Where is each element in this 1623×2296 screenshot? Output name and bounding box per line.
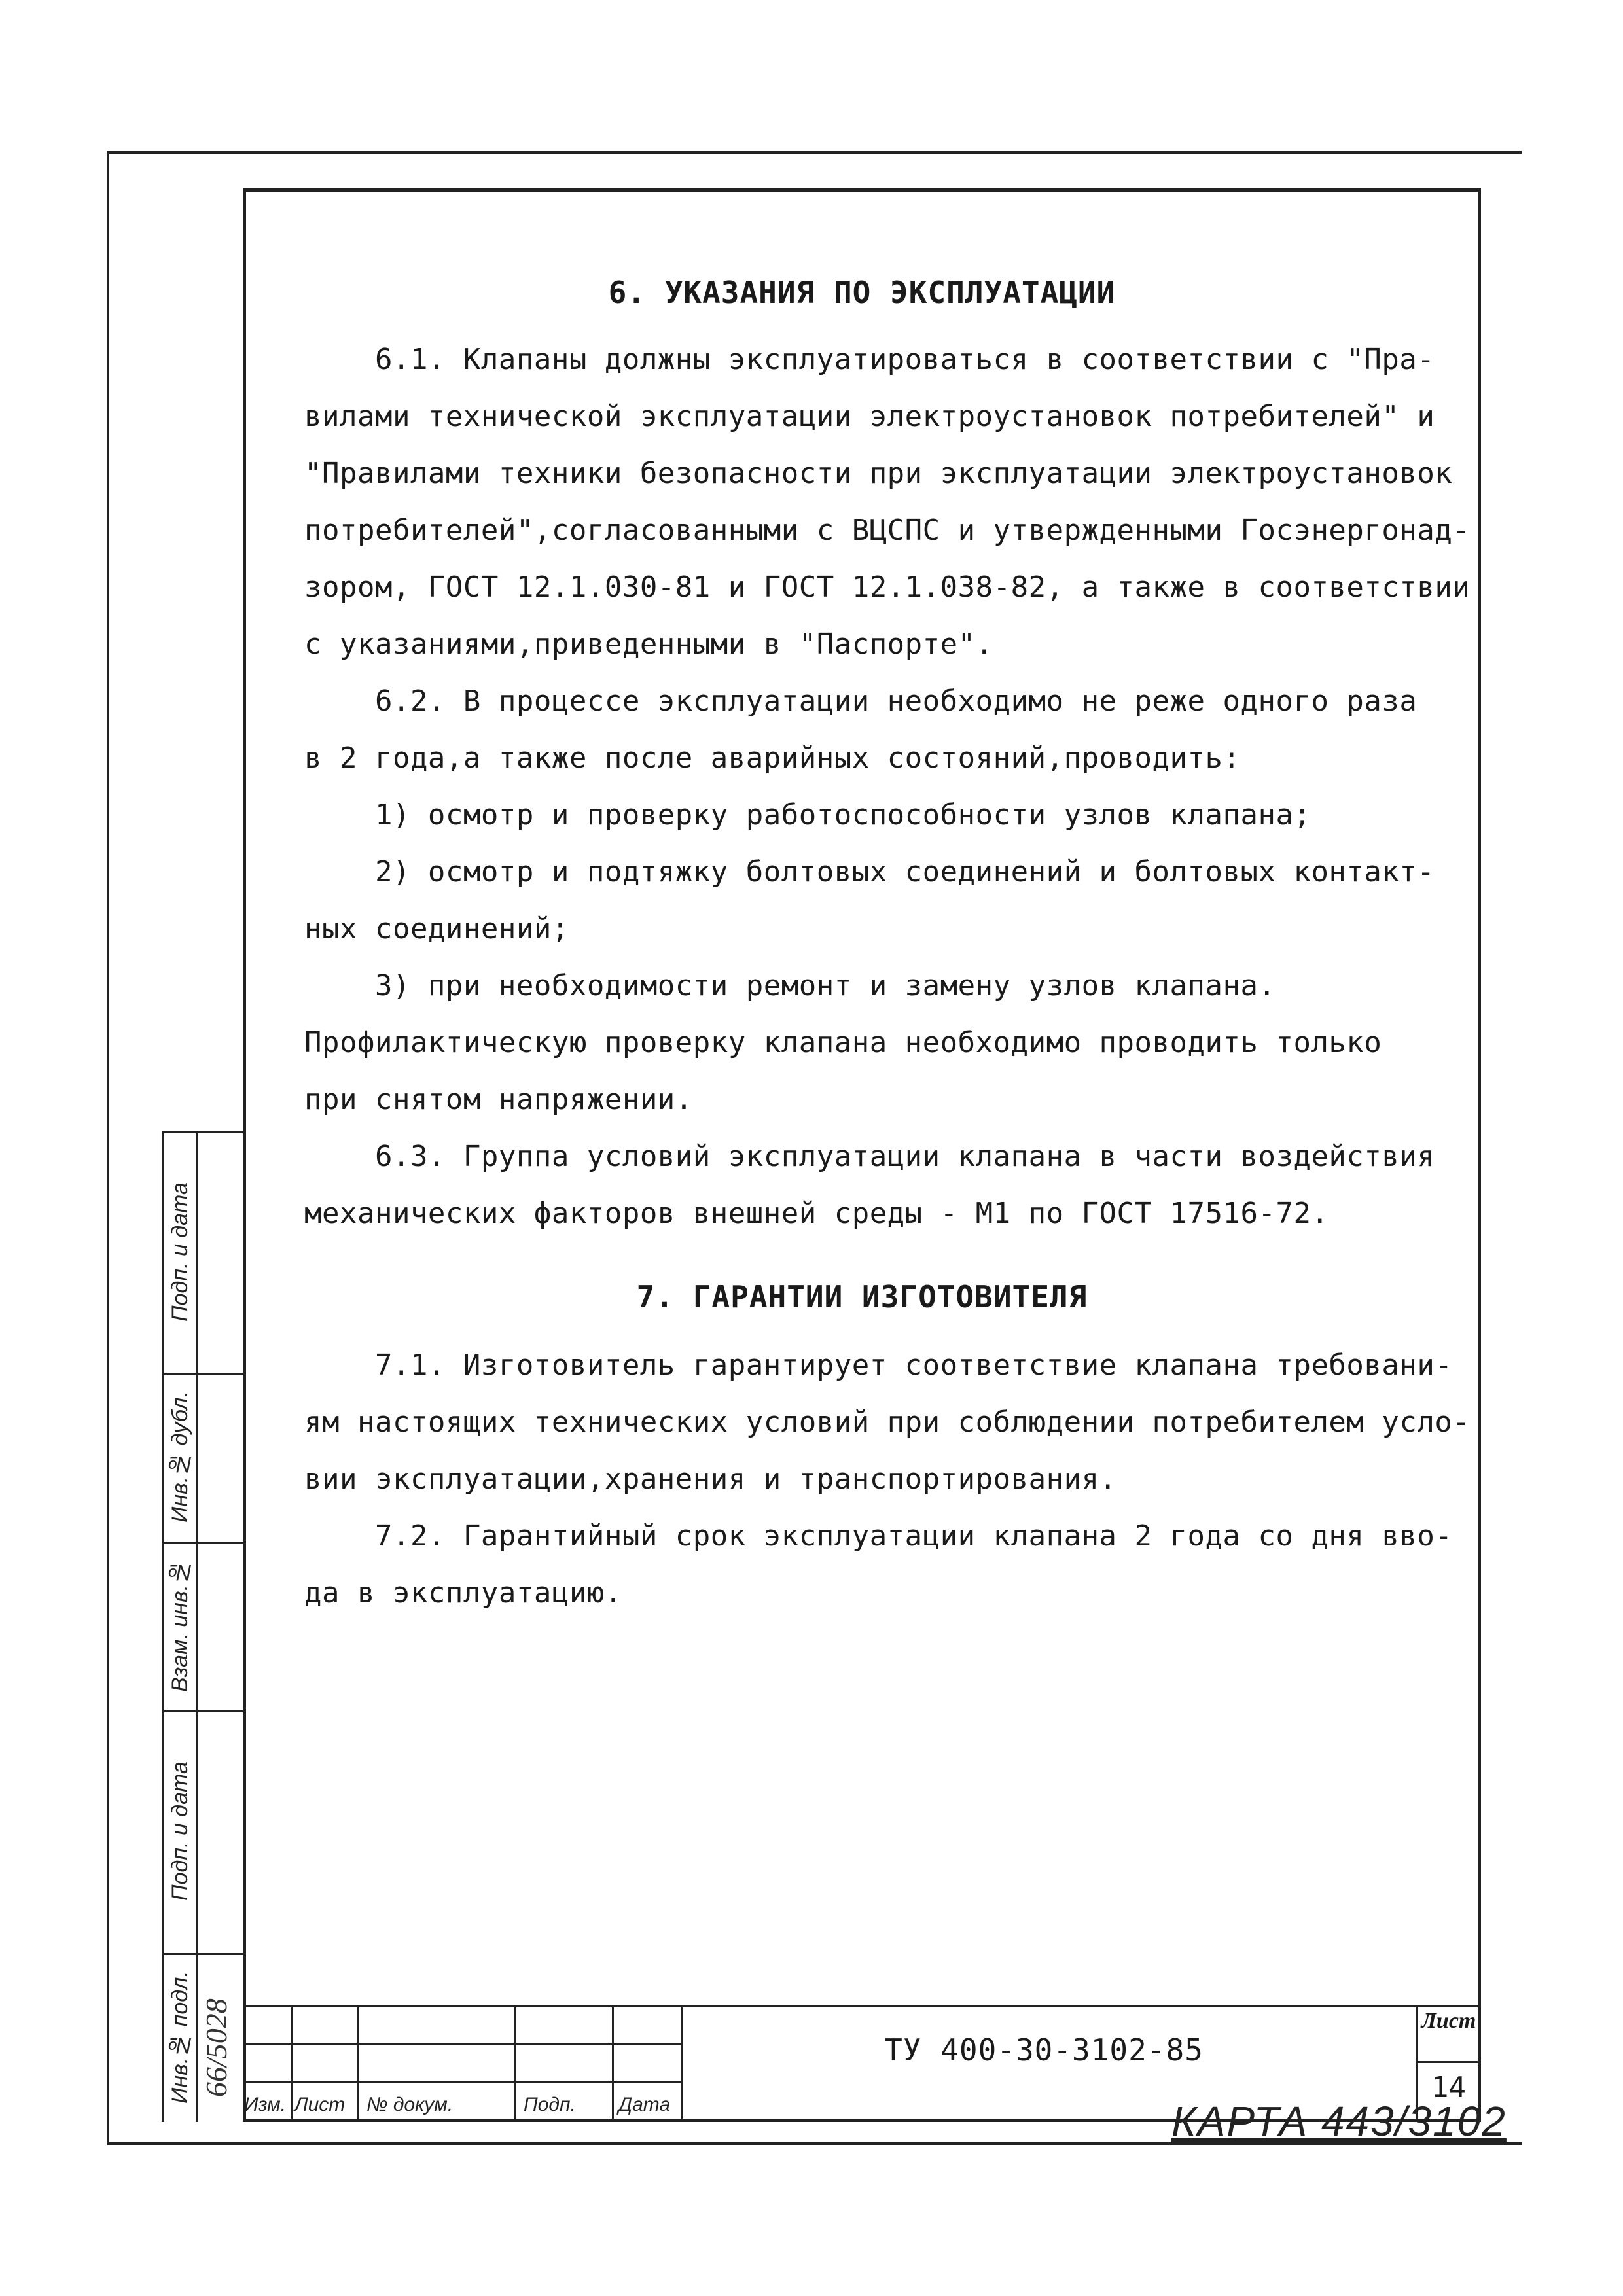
sheet-label: Лист [1421, 2009, 1476, 2033]
text-line: 6.3. Группа условий эксплуатации клапана в части воздействия [304, 1140, 1435, 1173]
side-label-podp-data-top: Подп. и дата [168, 1182, 192, 1322]
text-line: 6.2. В процессе эксплуатации необходимо не реже одного раза [304, 684, 1418, 718]
title-block-row-line [243, 2081, 681, 2083]
text-line: зором, ГОСТ 12.1.030-81 и ГОСТ 12.1.038-82, а также в соответствии [304, 571, 1471, 604]
handwritten-note: КАРТА 443/3102 [1171, 2098, 1507, 2145]
side-stamp-divider [196, 1131, 198, 2122]
title-col-podp: Подп. [524, 2094, 576, 2115]
section-7-heading: 7. ГАРАНТИИ ИЗГОТОВИТЕЛЯ [636, 1279, 1088, 1315]
text-line: "Правилами техники безопасности при эксплуатации электроустановок [304, 457, 1453, 490]
side-stamp-separator [162, 1953, 243, 1955]
text-line: 7.2. Гарантийный срок эксплуатации клапана 2 года со дня вво- [304, 1519, 1453, 1553]
side-label-inv-dubl: Инв.№ дубл. [168, 1391, 192, 1523]
side-stamp-separator [162, 1373, 243, 1375]
text-line: с указаниями,приведенными в "Паспорте". [304, 627, 993, 661]
side-stamp-separator [162, 1542, 243, 1544]
title-block-divider [357, 2005, 359, 2122]
text-line: ных соединений; [304, 912, 569, 945]
document-code: ТУ 400-30-3102-85 [884, 2032, 1204, 2068]
text-line: 2) осмотр и подтяжку болтовых соединений и болтовых контакт- [304, 855, 1435, 889]
title-col-izm: Изм. [244, 2094, 286, 2115]
text-line: вии эксплуатации,хранения и транспортирования. [304, 1462, 1117, 1496]
text-line: потребителей",согласованными с ВЦСПС и утвержденными Госэнергонад- [304, 514, 1471, 547]
side-label-inv-podl: Инв.№ подл. [168, 1971, 192, 2104]
text-line: 1) осмотр и проверку работоспособности узлов клапана; [304, 798, 1311, 832]
text-line: 7.1. Изготовитель гарантирует соответствие клапана требовани- [304, 1349, 1453, 1382]
text-line: вилами технической эксплуатации электроустановок потребителей" и [304, 400, 1435, 433]
text-line: 6.1. Клапаны должны эксплуатироваться в соответствии с "Пра- [304, 343, 1435, 376]
text-line: да в эксплуатацию. [304, 1576, 622, 1610]
title-col-list: Лист [294, 2094, 346, 2115]
text-line: ям настоящих технических условий при соблюдении потребителем усло- [304, 1405, 1471, 1439]
title-block-divider [291, 2005, 293, 2122]
text-line: Профилактическую проверку клапана необходимо проводить только [304, 1026, 1382, 1059]
text-line: в 2 года,а также после аварийных состояний,проводить: [304, 741, 1241, 775]
side-label-vzam-inv: Взам. инв.№ [168, 1559, 192, 1692]
sheet-number: 14 [1431, 2071, 1466, 2104]
text-line: 3) при необходимости ремонт и замену узлов клапана. [304, 969, 1276, 1002]
inventory-number: 66/5028 [200, 1998, 233, 2098]
title-block-divider [514, 2005, 516, 2122]
title-col-data: Дата [618, 2094, 671, 2115]
title-col-dokum: № докум. [366, 2094, 454, 2115]
side-label-podp-data-bottom: Подп. и дата [168, 1761, 192, 1901]
title-block-row-line [1416, 2061, 1481, 2063]
text-line: механических факторов внешней среды - М1 по ГОСТ 17516-72. [304, 1197, 1329, 1230]
title-block-divider [681, 2005, 683, 2122]
text-line: при снятом напряжении. [304, 1083, 693, 1116]
side-stamp-separator [162, 1710, 243, 1712]
title-block-divider [612, 2005, 614, 2122]
section-6-heading: 6. УКАЗАНИЯ ПО ЭКСПЛУАТАЦИИ [608, 275, 1116, 310]
title-block-row-line [243, 2043, 681, 2045]
